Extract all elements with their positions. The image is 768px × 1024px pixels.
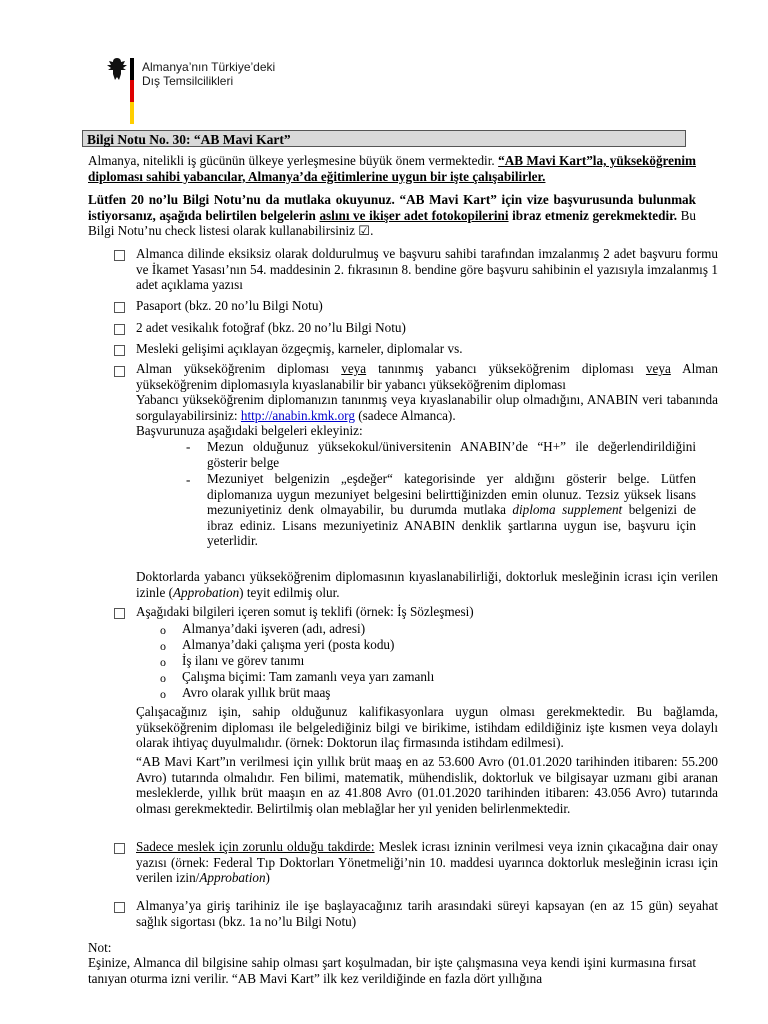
- note-text: Eşinize, Almanca dil bilgisine sahip olması şart koşulmadan, bir işte çalışmasına veya kendi işini kurmasına fırsat tanıyan oturma izni verilir. “AB Mavi Kart” ilk kez verildiğinde en fazla dört yıllığına: [88, 955, 696, 986]
- doctor-note: [114, 569, 718, 600]
- anabin-link[interactable]: http://anabin.kmk.org: [240, 407, 355, 423]
- practice-permit-end: ): [265, 870, 270, 885]
- job-detail-description: İş ilanı ve görev tanımı: [182, 653, 305, 668]
- practice-permit-text: Meslek icrası izninin verilmesi veya iznin çıkacağına dair onay yazısı (örnek: Federal Tıp Doktorları Yönetmeliği’nin 10. maddesi uyarınca doktorluk mesleğinin icrası için verilen izin/: [136, 839, 718, 885]
- approbation-text: Approbation: [172, 584, 240, 600]
- sub-item-equivalent: [207, 471, 696, 549]
- dash-bullet-2: -: [186, 472, 191, 487]
- org-line-2: Dış Temsilcilikleri: [142, 74, 234, 88]
- flag-black-stripe: [130, 58, 134, 80]
- circle-bullet: o: [160, 639, 166, 653]
- attach-docs-text: Başvurunuza aşağıdaki belgeleri ekleyiniz:: [136, 423, 363, 438]
- organization-name: [142, 60, 275, 88]
- intro-paragraph-1: [88, 153, 696, 184]
- item-diploma: [114, 361, 718, 439]
- intro-text: Almanya, nitelikli iş gücünün ülkeye yerleşmesine büyük önem vermektedir.: [88, 153, 499, 168]
- item-practice-permit: [114, 839, 718, 886]
- org-line-1: Almanya’nın Türkiye’deki: [142, 60, 276, 74]
- equivalent-text-b: belgenizi de ibraz ediniz. Lisans mezuniyetiniz ANABIN denklik şartlarına uygun ise, başvuru için yeterlidir.: [207, 502, 696, 548]
- embassy-logo: [104, 56, 294, 126]
- flag-gold-stripe: [130, 102, 134, 124]
- salary-paragraph: “AB Mavi Kart”ın verilmesi için yıllık brüt maaş en az 53.600 Avro (01.01.2020 tarihinden itibaren: 55.200 Avro) tutarında olmalıdır. Fen bilimi, matematik, mühendislik, doktorluk ve bilgisayar uzmanı gibi aranan mesleklerde, yıllık brüt maaşın en az 41.808 Avro (01.01.2020 tarihinden itibaren: 43.056 Avro) tutarında olması gerekmektedir. Belirtilmiş olan meblağlar her yıl yeniden belirlenmektedir.: [136, 754, 718, 816]
- item-insurance: Almanya’ya giriş tarihiniz ile işe başlayacağınız tarih arasındaki süreyi kapsayan (en az 15 gün) seyahat sağlık sigortası (bkz. 1a no’lu Bilgi Notu): [136, 898, 718, 929]
- sub-item-anabin-h-plus: Mezun olduğunuz yüksekokul/üniversitenin ANABIN’de “H+” ile değerlendirildiğini gösterir belge: [207, 439, 696, 470]
- dash-bullet-1: -: [186, 439, 191, 454]
- intro-bold-text: Lütfen 20 no’lu Bilgi Notu’nu da mutlaka okuyunuz. “AB Mavi Kart” için vize başvurusunda bulunmak istiyorsanız, aşağıda belirtilen belgelerin: [88, 192, 696, 223]
- diploma-supplement-text: diploma supplement: [512, 502, 623, 517]
- item-passport: Pasaport (bkz. 20 no’lu Bilgi Notu): [136, 298, 323, 313]
- diploma-or-1: veya: [341, 361, 367, 376]
- job-detail-work-type: Çalışma biçimi: Tam zamanlı veya yarı zamanlı: [182, 669, 435, 684]
- doctor-note-b: ) teyit edilmiş olur.: [239, 584, 340, 600]
- anabin-text-end: (sadece Almanca).: [354, 407, 456, 423]
- diploma-text-a: Alman yükseköğrenim diploması: [136, 361, 342, 376]
- intro-bold-text-2: ibraz etmeniz gerekmektedir.: [508, 207, 678, 223]
- anabin-text: Yabancı yükseköğrenim diplomanızın tanınmış veya kıyaslanabilir olup olmadığını, ANABIN veri tabanında sorgulayabilirsiniz:: [136, 392, 718, 423]
- diploma-text-c: Alman yükseköğrenim diplomasıyla kıyaslanabilir bir yabancı yükseköğrenim diploması: [136, 361, 718, 392]
- job-detail-location: Almanya’daki çalışma yeri (posta kodu): [182, 637, 395, 652]
- item-photos: 2 adet vesikalık fotoğraf (bkz. 20 no’lu Bilgi Notu): [136, 320, 406, 335]
- circle-bullet: o: [160, 623, 166, 637]
- practice-permit-condition: Sadece meslek için zorunlu olduğu takdirde:: [136, 839, 375, 854]
- intro-bold-underlined: aslını ve ikişer adet fotokopilerini: [319, 207, 509, 223]
- equivalent-text-a: Mezuniyet belgenizin „eşdeğer“ kategorisinde yer aldığını gösterir belge. Lütfen diplomanıza uygun mezuniyet belgesini belirttiğinizden emin olunuz. Tezsiz yüksek lisans mezuniyetiniz denk olmayabilir, bu durumda mutlaka: [207, 471, 696, 517]
- flag-red-stripe: [130, 80, 134, 102]
- job-detail-salary: Avro olarak yıllık brüt maaş: [182, 685, 331, 700]
- note-label: Not:: [88, 940, 112, 955]
- practice-permit-approbation: Approbation: [199, 870, 266, 885]
- eagle-emblem-icon: [104, 56, 130, 82]
- item-cv: Mesleki gelişimi açıklayan özgeçmiş, karneler, diplomalar vs.: [136, 341, 463, 356]
- job-detail-employer: Almanya’daki işveren (adı, adresi): [182, 621, 366, 636]
- item-job-offer: Aşağıdaki bilgileri içeren somut iş teklifi (örnek: İş Sözleşmesi): [136, 604, 474, 619]
- intro-highlight: “AB Mavi Kart”la, yükseköğrenim diploması sahibi yabancılar, Almanya’da eğitimlerine uygun bir işte çalışabilirler.: [88, 153, 696, 184]
- diploma-text-b: tanınmış yabancı yükseköğrenim diploması: [366, 361, 646, 376]
- circle-bullet: o: [160, 655, 166, 669]
- qualification-paragraph: Çalışacağınız işin, sahip olduğunuz kalifikasyonlara uygun olması gerekmektedir. Bu bağlamda, yükseköğrenim diploması ile belgelediğiniz bilgi ve birikime, istihdam edildiğiniz işte kısmen veya dolaylı olarak ihtiyaç duyulmalıdır. (örnek: Doktorun ilaç firmasında istihdam edilmesi).: [136, 704, 718, 750]
- circle-bullet: o: [160, 687, 166, 701]
- document-title: Bilgi Notu No. 30: “AB Mavi Kart”: [82, 130, 686, 147]
- doctor-note-a: Doktorlarda yabancı yükseköğrenim diplomasının kıyaslanabilirliği, doktorluk mesleğinin icrası için verilen izinle (: [136, 569, 718, 600]
- intro-paragraph-2: [88, 192, 696, 239]
- circle-bullet: o: [160, 671, 166, 685]
- diploma-or-2: veya: [645, 361, 671, 376]
- german-flag-bar: [130, 58, 134, 124]
- item-application-form: Almanca dilinde eksiksiz olarak doldurulmuş ve başvuru sahibi tarafından imzalanmış 2 adet başvuru formu ve İkamet Yasası’nın 54. maddesinin 2. fıkrasının 8. bendine göre başvuru sahibinin el yazısıyla imzalanmış 1 adet açıklama yazısı: [136, 246, 718, 292]
- intro-plain-text: Bu Bilgi Notu’nu check listesi olarak kullanabilirsiniz ☑.: [88, 207, 697, 238]
